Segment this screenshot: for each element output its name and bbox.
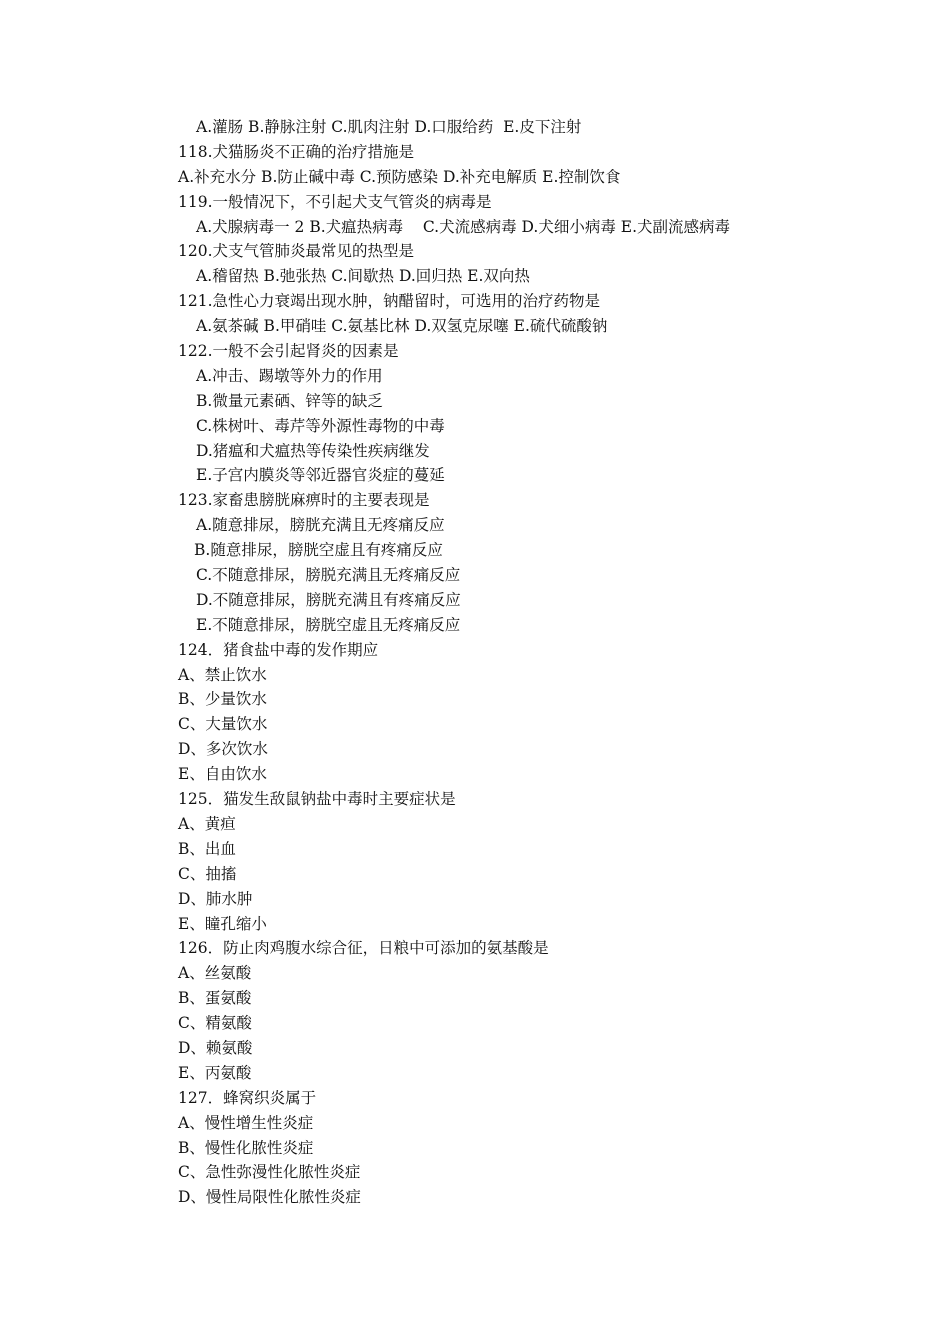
q125-question: 125．猫发生敌鼠钠盐中毒时主要症状是: [178, 790, 456, 809]
q126-option-c: C、精氨酸: [178, 1014, 252, 1033]
q127-option-a: A、慢性增生性炎症: [178, 1113, 314, 1132]
q122-option-b: B.微量元素硒、锌等的缺乏: [196, 391, 383, 410]
q125-option-e: E、瞳孔缩小: [178, 914, 267, 933]
q123-question: 123.家畜患膀胱麻痹时的主要表现是: [178, 491, 430, 510]
q124-option-e: E、自由饮水: [178, 765, 267, 784]
q126-question: 126．防止肉鸡腹水综合征，日粮中可添加的氨基酸是: [178, 939, 549, 958]
q124-option-c: C、大量饮水: [178, 715, 268, 734]
q119-options: A.犬腺病毒一 2 B.犬瘟热病毒 C.犬流感病毒 D.犬细小病毒 E.犬副流感病毒: [196, 217, 730, 236]
q118-question: 118.犬猫肠炎不正确的治疗措施是: [178, 142, 415, 161]
q127-option-d: D、慢性局限性化脓性炎症: [178, 1188, 361, 1207]
q124-option-a: A、禁止饮水: [178, 665, 267, 684]
q121-options: A.氨茶碱 B.甲硝哇 C.氨基比林 D.双氢克尿噻 E.硫代硫酸钠: [196, 317, 608, 336]
q117-options: A.灌肠 B.静脉注射 C.肌肉注射 D.口服给药 E.皮下注射: [196, 118, 582, 136]
q122-option-e: E.子宫内膜炎等邻近器官炎症的蔓延: [196, 466, 445, 485]
q120-question: 120.犬支气管肺炎最常见的热型是: [178, 242, 415, 261]
q126-option-b: B、蛋氨酸: [178, 989, 252, 1008]
q122-option-c: C.株树叶、毒芹等外源性毒物的中毒: [196, 416, 445, 435]
q127-question: 127．蜂窝织炎属于: [178, 1088, 317, 1107]
q126-option-a: A、丝氨酸: [178, 964, 252, 983]
q123-option-c: C.不随意排尿，膀脱充满且无疼痛反应: [196, 566, 461, 585]
q124-question: 124．猪食盐中毒的发作期应: [178, 640, 379, 659]
q125-option-a: A、黄疸: [178, 814, 236, 833]
q125-option-d: D、肺水肿: [178, 889, 253, 908]
q126-option-e: E、丙氨酸: [178, 1063, 252, 1082]
q123-option-d: D.不随意排尿，膀胱充满且有疼痛反应: [196, 590, 461, 609]
q120-options: A.稽留热 B.弛张热 C.间歇热 D.回归热 E.双向热: [196, 267, 530, 286]
q124-option-d: D、多次饮水: [178, 740, 268, 759]
q125-option-c: C、抽搐: [178, 864, 237, 883]
question-text-block: [178, 115, 898, 1210]
q123-option-b: B.随意排尿，膀胱空虚且有疼痛反应: [194, 541, 443, 560]
q127-option-c: C、急性弥漫性化脓性炎症: [178, 1163, 361, 1182]
q122-question: 122.一般不会引起肾炎的因素是: [178, 342, 399, 361]
q125-option-b: B、出血: [178, 839, 236, 858]
q124-option-b: B、少量饮水: [178, 690, 267, 709]
q118-options: A.补充水分 B.防止碱中毒 C.预防感染 D.补充电解质 E.控制饮食: [178, 167, 621, 186]
q122-option-a: A.冲击、踢墩等外力的作用: [196, 366, 383, 385]
q126-option-d: D、赖氨酸: [178, 1038, 253, 1057]
q122-option-d: D.猪瘟和犬瘟热等传染性疾病继发: [196, 441, 430, 460]
q123-option-e: E.不随意排尿，膀胱空虚且无疼痛反应: [196, 615, 461, 634]
q123-option-a: A.随意排尿，膀胱充满且无疼痛反应: [196, 516, 445, 535]
q127-option-b: B、慢性化脓性炎症: [178, 1138, 314, 1157]
q121-question: 121.急性心力衰竭出现水肿，钠醋留时，可选用的治疗药物是: [178, 292, 601, 311]
q119-question: 119.一般情况下，不引起犬支气管炎的病毒是: [178, 192, 492, 211]
